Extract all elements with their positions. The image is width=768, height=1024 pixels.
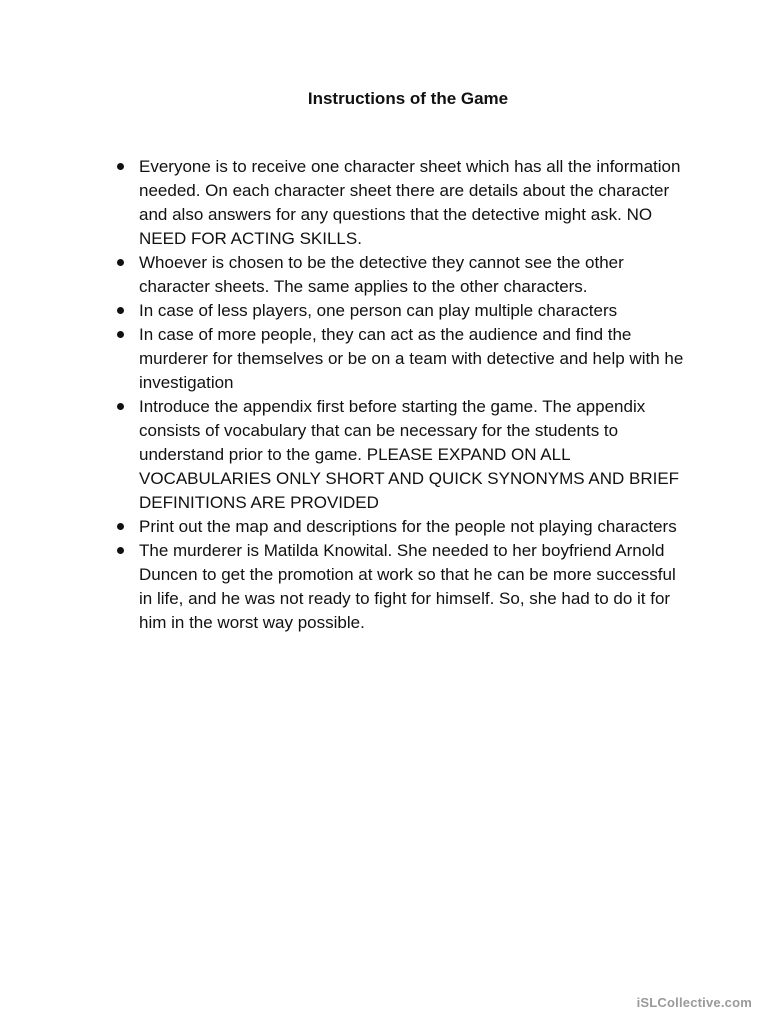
page-title: Instructions of the Game [307,89,509,108]
list-item: Print out the map and descriptions for the people not playing characters [139,515,684,539]
list-item: Everyone is to receive one character sheet which has all the information needed. On each character sheet there are details about the character and also answers for any questions that the detective might ask. NO NEED FOR ACTING SKILLS. [139,155,684,251]
instruction-list [139,155,684,635]
list-item: Introduce the appendix first before starting the game. The appendix consists of vocabulary that can be necessary for the students to understand prior to the game. PLEASE EXPAND ON ALL VOCABULARIES ONLY SHORT AND QUICK SYNONYMS AND BRIEF DEFINITIONS ARE PROVIDED [139,395,684,515]
list-item: Whoever is chosen to be the detective they cannot see the other character sheets. The same applies to the other characters. [139,251,684,299]
list-item: In case of more people, they can act as the audience and find the murderer for themselves or be on a team with detective and help with he investigation [139,323,684,395]
list-item: The murderer is Matilda Knowital. She needed to her boyfriend Arnold Duncen to get the promotion at work so that he can be more successful in life, and he was not ready to fight for himself. So, she had to do it for him in the worst way possible. [139,539,684,635]
watermark: iSLCollective.com [636,995,752,1010]
list-item: In case of less players, one person can play multiple characters [139,299,684,323]
